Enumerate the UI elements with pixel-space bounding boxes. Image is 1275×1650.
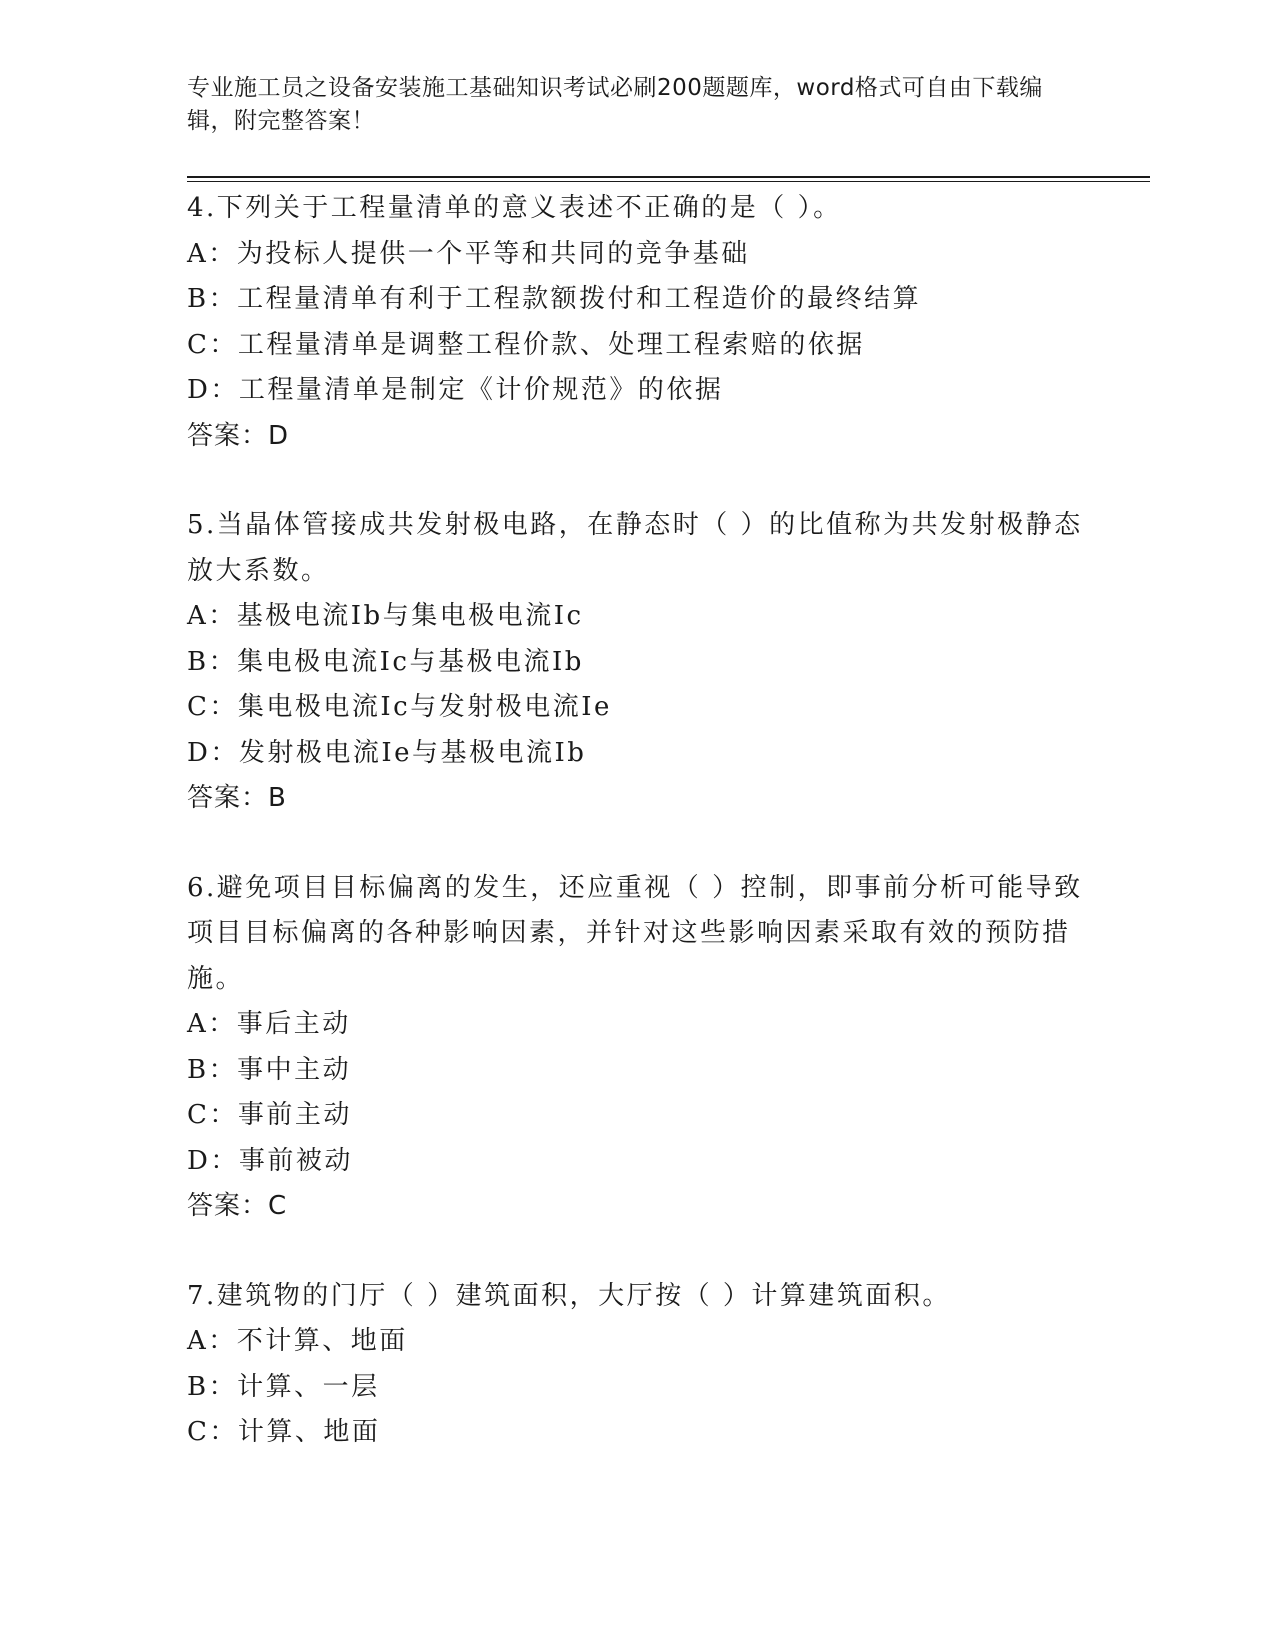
- question-5: [187, 503, 1087, 822]
- option-d: D：发射极电流Ie与基极电流Ib: [187, 737, 587, 768]
- option-b: B：集电极电流Ic与基极电流Ib: [187, 646, 584, 677]
- question-stem: 6.避免项目目标偏离的发生，还应重视（ ）控制，即事前分析可能导致项目目标偏离的各种影响因素，并针对这些影响因素采取有效的预防措施。: [187, 872, 1083, 994]
- question-list: [187, 186, 1087, 1500]
- document-header: 专业施工员之设备安装施工基础知识考试必刷200题题库，word格式可自由下载编辑，附完整答案！: [187, 75, 1043, 134]
- option-d: D：工程量清单是制定《计价规范》的依据: [187, 375, 724, 405]
- option-c: C：事前主动: [187, 1100, 352, 1130]
- option-d: D：事前被动: [187, 1145, 353, 1176]
- option-a: A：不计算、地面: [187, 1326, 408, 1356]
- question-6: [187, 866, 1087, 1230]
- question-stem: 4.下列关于工程量清单的意义表述不正确的是（ ）。: [187, 193, 842, 223]
- header-divider-thick: [187, 176, 1150, 178]
- option-c: C：计算、地面: [187, 1417, 381, 1447]
- option-c: C：集电极电流Ic与发射极电流Ie: [187, 692, 612, 722]
- option-b: B：事中主动: [187, 1054, 352, 1085]
- header-divider-thin: [187, 181, 1150, 182]
- option-a: A：事后主动: [187, 1009, 351, 1039]
- question-stem: 5.当晶体管接成共发射极电路，在静态时（ ）的比值称为共发射极静态放大系数。: [187, 510, 1083, 586]
- option-a: A：为投标人提供一个平等和共同的竞争基础: [187, 238, 750, 269]
- option-b: B：计算、一层: [187, 1371, 380, 1402]
- question-4: [187, 186, 1087, 459]
- option-c: C：工程量清单是调整工程价款、处理工程索赔的依据: [187, 329, 865, 360]
- question-7: [187, 1274, 1087, 1456]
- answer-line: 答案：D: [187, 420, 290, 451]
- option-a: A：基极电流Ib与集电极电流Ic: [187, 601, 584, 631]
- option-b: B：工程量清单有利于工程款额拨付和工程造价的最终结算: [187, 284, 922, 314]
- answer-line: 答案：B: [187, 783, 287, 813]
- question-stem: 7.建筑物的门厅（ ）建筑面积，大厅按（ ）计算建筑面积。: [187, 1280, 951, 1311]
- answer-line: 答案：C: [187, 1191, 288, 1221]
